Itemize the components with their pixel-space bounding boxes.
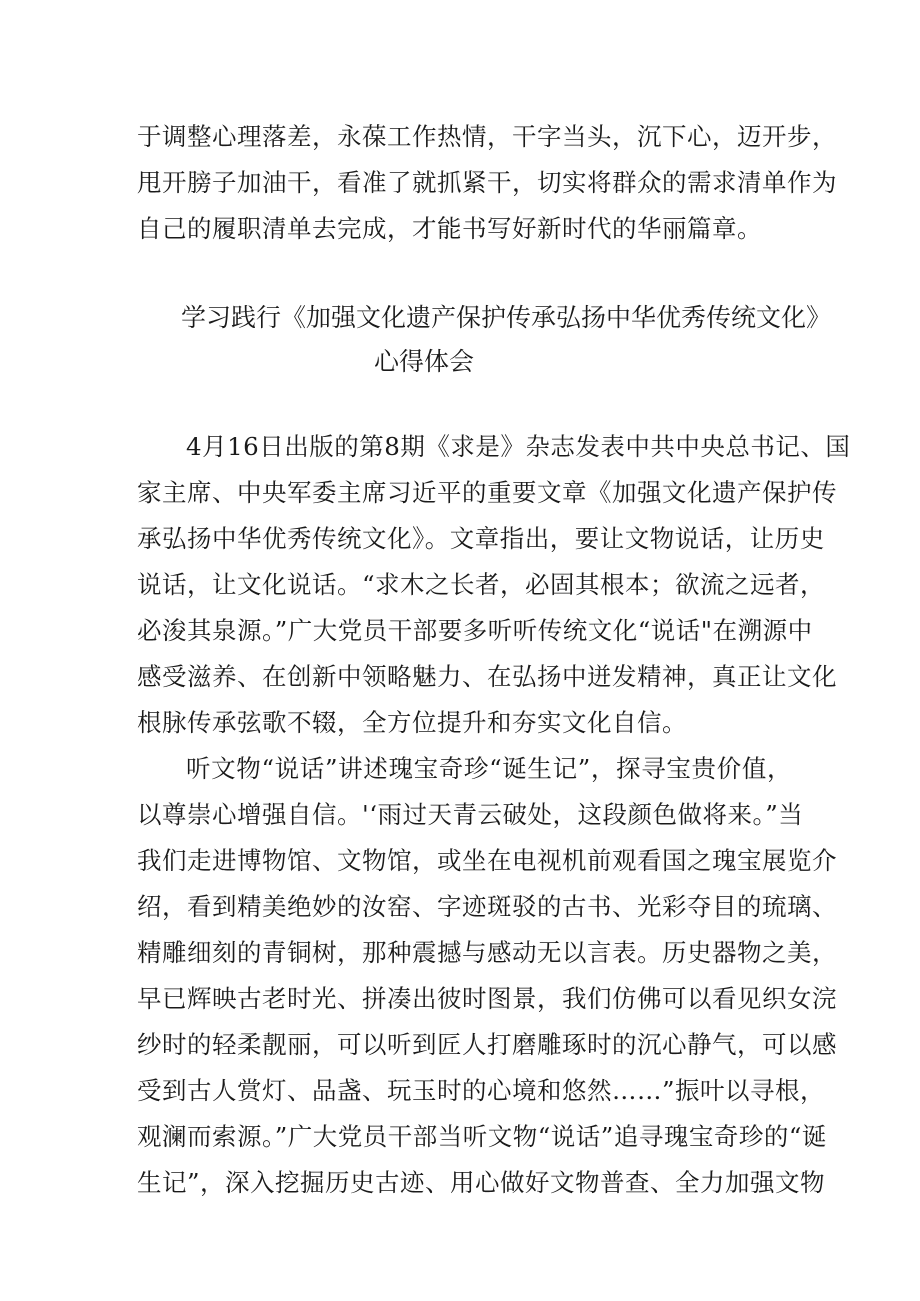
paragraph-2-line-5: 精雕细刻的青铜树，那种震撼与感动无以言表。历史器物之美， bbox=[137, 938, 837, 967]
paragraph-2-line-8: 受到古人赏灯、品盏、玩玉时的心境和悠然……”振叶以寻根， bbox=[137, 1076, 826, 1105]
article-title-line-1: 学习践行《加强文化遗产保护传承弘扬中华优秀传统文化》 bbox=[181, 303, 832, 332]
paragraph-1-line-4: 说话，让文化说话。“求木之长者，必固其根本；欲流之远者， bbox=[137, 570, 826, 599]
article-title-line-2: 心得体会 bbox=[374, 347, 475, 376]
preceding-paragraph-line-1: 于调整心理落差，永葆工作热情，干字当头，沉下心，迈开步， bbox=[137, 122, 837, 151]
paragraph-2-line-10: 生记”，深入挖掘历史古迹、用心做好文物普查、全力加强文物 bbox=[137, 1168, 826, 1197]
paragraph-1-line-3: 承弘扬中华优秀传统文化》。文章指出，要让文物说话，让历史 bbox=[137, 524, 825, 553]
paragraph-2-line-6: 早已辉映古老时光、拼凑出彼时图景，我们仿佛可以看见织女浣 bbox=[137, 984, 837, 1013]
paragraph-2-line-4: 绍，看到精美绝妙的汝窑、字迹斑驳的古书、光彩夺目的琉璃、 bbox=[137, 892, 837, 921]
paragraph-2-line-1: 听文物“说话”讲述瑰宝奇珍“诞生记”，探寻宝贵价值， bbox=[186, 754, 792, 783]
paragraph-2-line-3: 我们走进博物馆、文物馆，或坐在电视机前观看国之瑰宝展览介 bbox=[137, 846, 837, 875]
paragraph-1-line-2: 家主席、中央军委主席习近平的重要文章《加强文化遗产保护传 bbox=[137, 478, 837, 507]
preceding-paragraph-line-3: 自己的履职清单去完成，才能书写好新时代的华丽篇章。 bbox=[137, 214, 762, 243]
paragraph-1-line-7: 根脉传承弦歌不辍，全方位提升和夯实文化自信。 bbox=[137, 708, 687, 737]
paragraph-1-line-6: 感受滋养、在创新中领略魅力、在弘扬中迸发精神，真正让文化 bbox=[137, 662, 837, 691]
paragraph-1-line-5: 必浚其泉源。”广大党员干部要多听听传统文化“说话"在溯源中 bbox=[137, 616, 813, 645]
preceding-paragraph-line-2: 甩开膀子加油干，看准了就抓紧干，切实将群众的需求清单作为 bbox=[137, 168, 837, 197]
paragraph-2-line-9: 观澜而索源。”广大党员干部当听文物“说话”追寻瑰宝奇珍的“诞 bbox=[137, 1122, 827, 1151]
paragraph-1-line-1: 4月16日出版的第8期《求是》杂志发表中共中央总书记、国 bbox=[186, 432, 851, 461]
paragraph-2-line-7: 纱时的轻柔靓丽，可以听到匠人打磨雕琢时的沉心静气，可以感 bbox=[137, 1030, 837, 1059]
paragraph-2-line-2: 以尊崇心增强自信。'‘雨过天青云破处，这段颜色做将来。”当 bbox=[137, 800, 804, 829]
